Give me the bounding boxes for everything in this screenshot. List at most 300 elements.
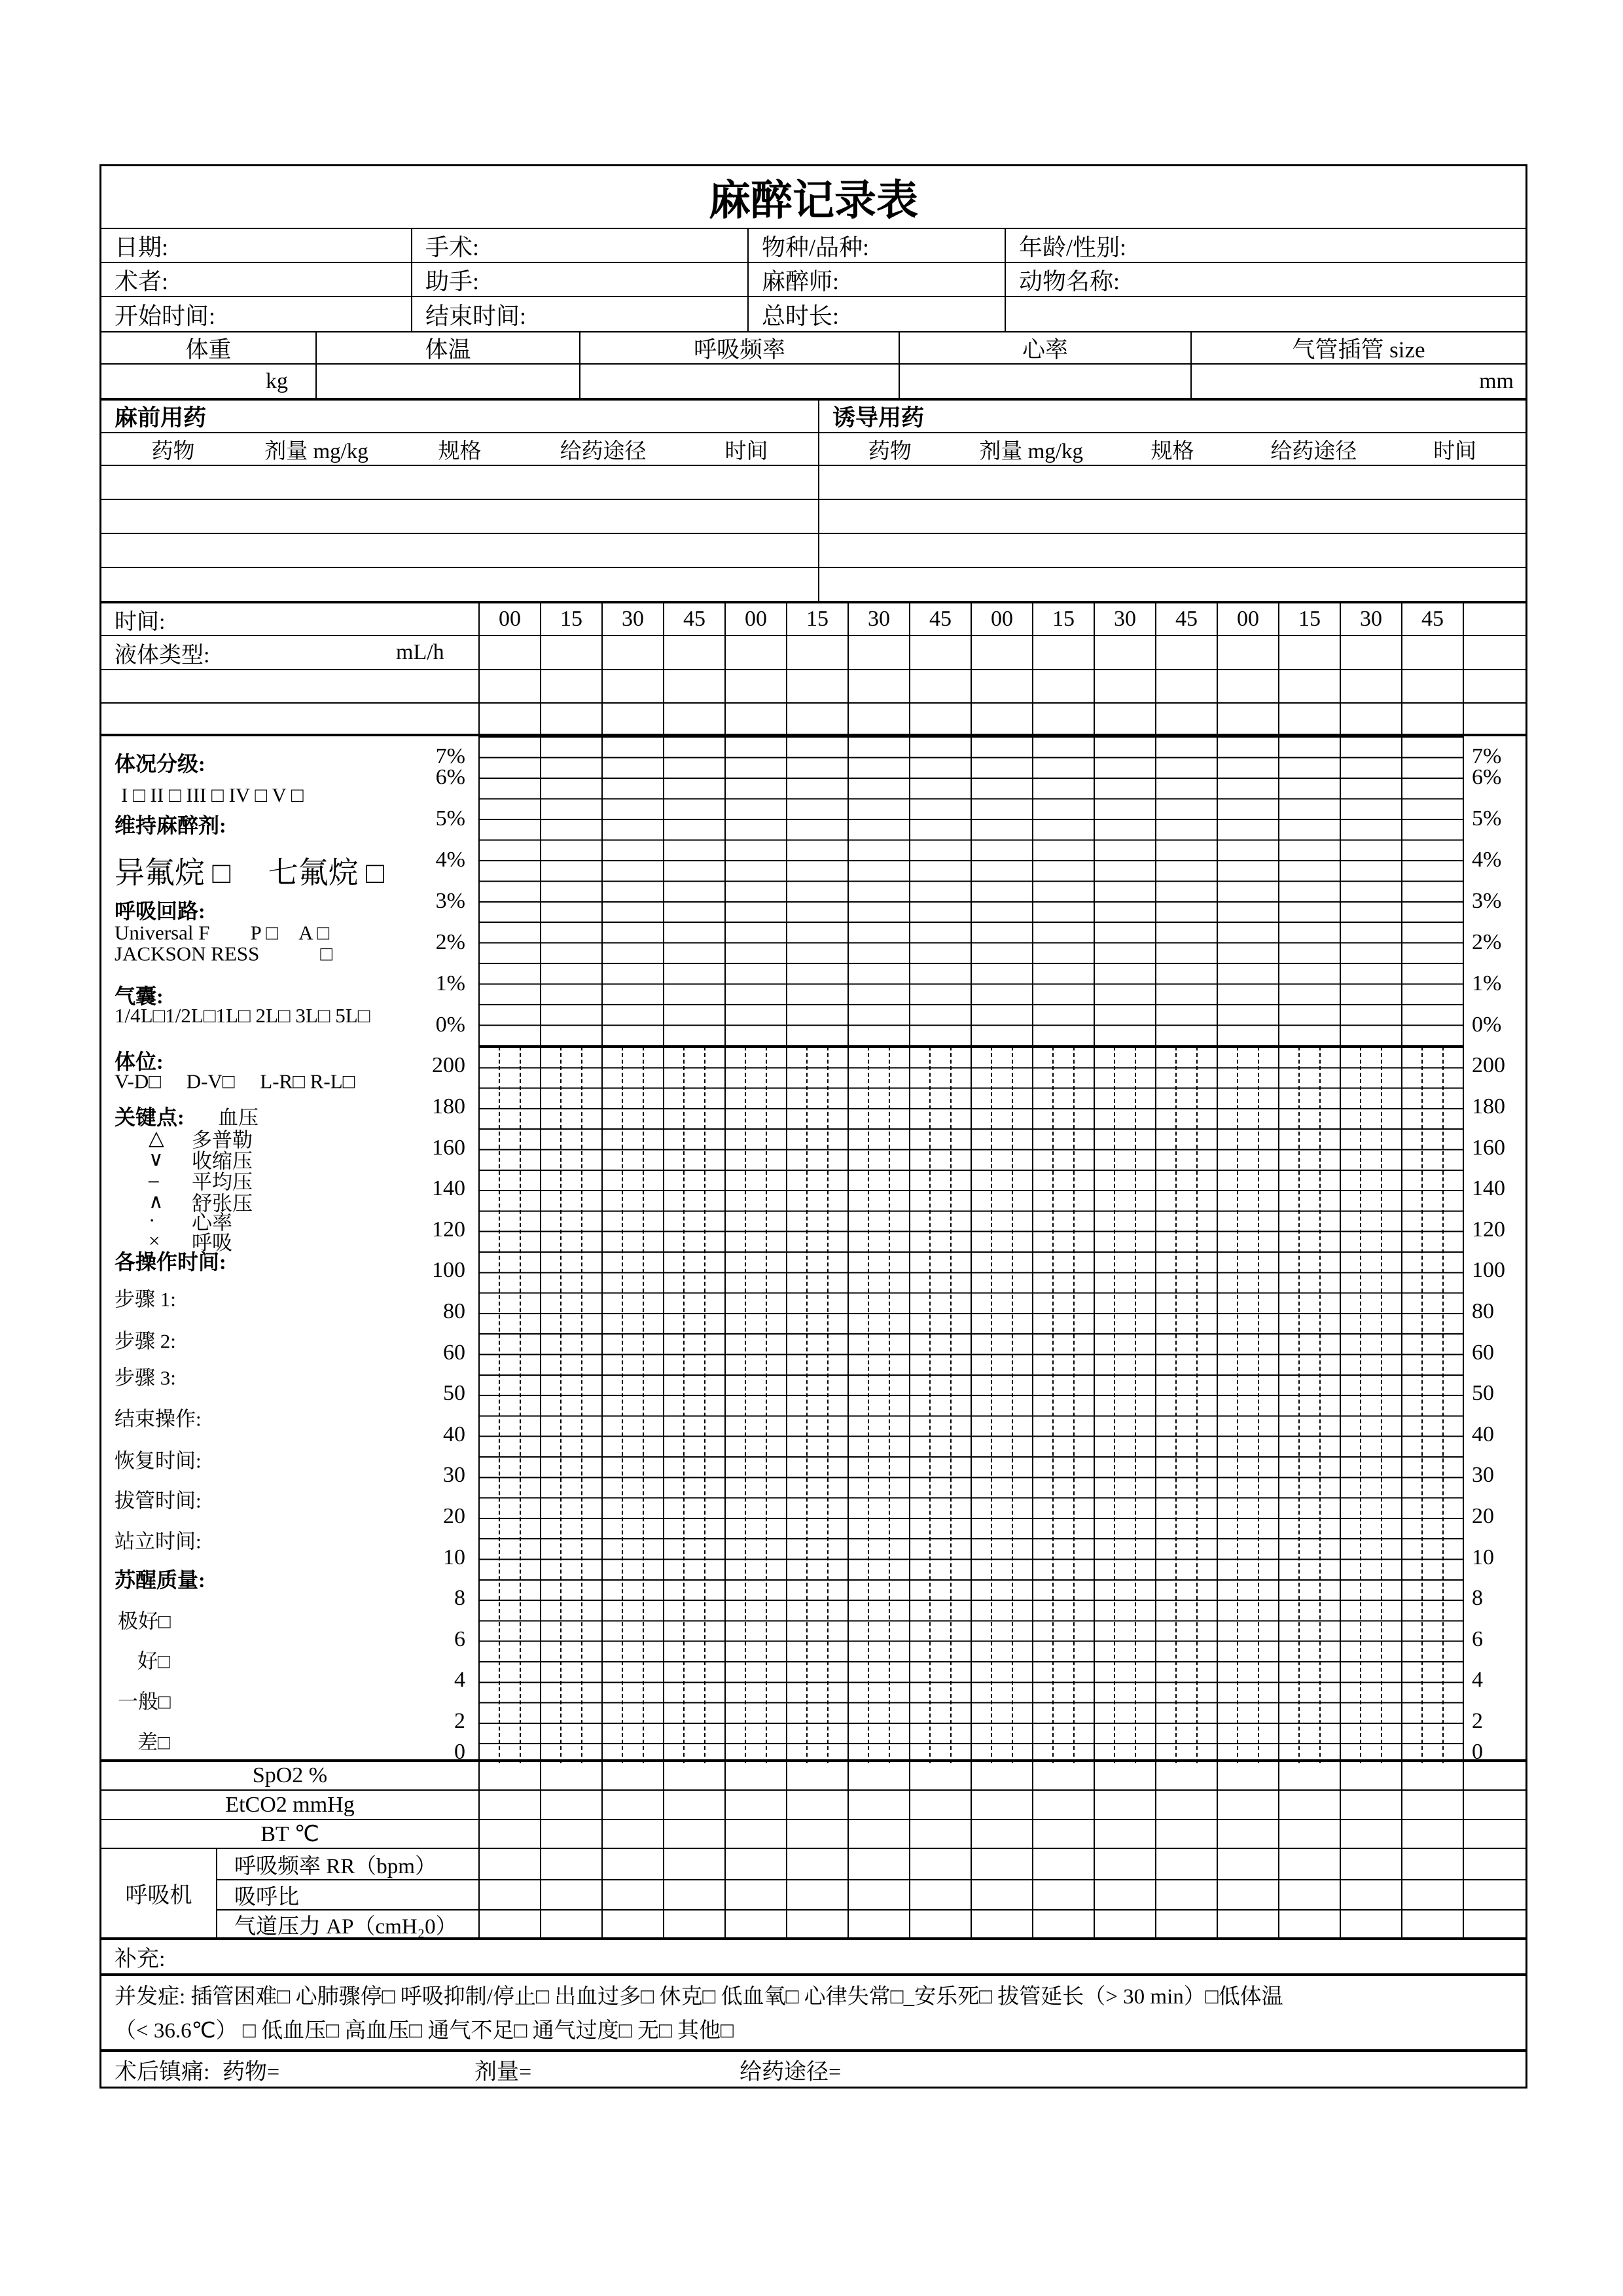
data-entry-cell[interactable] (601, 704, 663, 734)
legend-symbol: – (149, 1168, 159, 1191)
data-entry-cell[interactable] (1032, 1820, 1094, 1848)
data-entry-cell[interactable] (601, 1910, 663, 1939)
data-entry-cell[interactable] (1401, 1849, 1463, 1879)
med-entry-row (101, 567, 1525, 601)
med-col-header: 剂量 mg/kg (979, 439, 1083, 463)
data-entry-cell[interactable] (1094, 1791, 1155, 1819)
data-entry-cell[interactable] (1155, 1820, 1217, 1848)
grid-dashed-line (1135, 1047, 1136, 1763)
grid-entry-cells (478, 704, 1525, 734)
data-entry-cell[interactable] (1032, 670, 1094, 702)
data-entry-cell[interactable] (1094, 670, 1155, 702)
data-entry-cell[interactable] (1463, 670, 1525, 702)
data-entry-cell[interactable] (1032, 1849, 1094, 1879)
data-entry-cell[interactable] (724, 1820, 786, 1848)
temperature-value-cell[interactable] (315, 365, 579, 398)
data-entry-cell[interactable] (1401, 636, 1463, 669)
data-entry-cell[interactable] (971, 1762, 1032, 1789)
data-entry-cell[interactable] (478, 704, 540, 734)
premed-entry-cell[interactable] (101, 568, 818, 601)
data-entry-cell[interactable] (786, 1880, 847, 1909)
fluid-row (101, 635, 1525, 669)
date-field[interactable]: 日期: (115, 234, 169, 260)
data-entry-cell[interactable] (909, 1791, 971, 1819)
data-entry-cell[interactable] (971, 1910, 1032, 1939)
spo2-cells (478, 1762, 1525, 1789)
header-row-2 (101, 262, 1525, 296)
data-entry-cell[interactable] (663, 1849, 724, 1879)
data-entry-cell[interactable] (1155, 1849, 1217, 1879)
grid-dashed-line (1258, 1047, 1259, 1763)
step2-label: 步骤 2: (115, 1329, 176, 1353)
axis-label-right: 7% (1472, 744, 1502, 769)
grid-dashed-line (683, 1047, 685, 1763)
legend-label: 心率 (192, 1211, 232, 1234)
data-entry-cell[interactable] (1463, 1762, 1525, 1789)
data-entry-cell[interactable] (847, 1910, 909, 1939)
data-entry-cell[interactable] (601, 1820, 663, 1848)
axis-label-left: 100 (432, 1258, 465, 1283)
data-entry-cell[interactable] (1401, 1791, 1463, 1819)
grid-dashed-line (827, 1047, 829, 1763)
data-entry-cell[interactable] (786, 1762, 847, 1789)
data-entry-cell[interactable] (1155, 670, 1217, 702)
data-entry-cell[interactable] (1217, 670, 1278, 702)
data-entry-cell[interactable] (1340, 1880, 1401, 1909)
heart-rate-value-cell[interactable] (899, 365, 1190, 398)
data-entry-cell[interactable] (1340, 1820, 1401, 1848)
surgeon-field[interactable]: 术者: (115, 268, 169, 295)
axis-label-left: 10 (443, 1545, 465, 1570)
data-entry-cell[interactable] (540, 670, 601, 702)
time-tick: 00 (971, 603, 1032, 635)
data-entry-cell[interactable] (786, 670, 847, 702)
data-entry-cell[interactable] (1278, 1791, 1340, 1819)
grid-dashed-line (1421, 1047, 1423, 1763)
age-sex-field[interactable]: 年龄/性别: (1005, 229, 1525, 262)
bt-label: BT ℃ (260, 1822, 319, 1846)
data-entry-cell[interactable] (1340, 1910, 1401, 1939)
time-tick: 15 (1032, 603, 1094, 635)
data-entry-cell[interactable] (601, 670, 663, 702)
data-entry-cell[interactable] (1340, 1849, 1401, 1879)
anesthesia-form (99, 164, 1527, 2089)
grid-entry-row (101, 669, 1525, 702)
data-entry-cell[interactable] (724, 704, 786, 734)
complications-line1: 并发症: 插管困难□ 心肺骤停□ 呼吸抑制/停止□ 出血过多□ 休克□ 低血氧□ 心律失常□_安乐死□ 拔管延长（> 30 min）□低体温 (115, 1985, 1283, 2009)
ventilator-block (101, 1848, 1525, 1937)
data-entry-cell[interactable] (847, 704, 909, 734)
data-entry-cell[interactable] (909, 1910, 971, 1939)
data-entry-cell[interactable] (724, 670, 786, 702)
data-entry-cell[interactable] (601, 1762, 663, 1789)
data-entry-cell[interactable] (1278, 1762, 1340, 1789)
fluid-type-label: 液体类型: (115, 643, 210, 668)
data-entry-cell[interactable] (478, 1820, 540, 1848)
data-entry-cell[interactable] (909, 1820, 971, 1848)
et-tube-value-cell[interactable] (1190, 365, 1525, 398)
data-entry-cell[interactable] (1463, 1910, 1525, 1939)
data-entry-cell[interactable] (724, 1762, 786, 1789)
med-title-row (101, 398, 1525, 432)
vitals-value-row (101, 363, 1525, 398)
et-tube-header: 气管插管 size (1190, 332, 1525, 363)
data-entry-cell[interactable] (847, 1880, 909, 1909)
spo2-row (101, 1759, 1525, 1789)
legend-symbol: · (149, 1209, 156, 1232)
anesthetist-field[interactable]: 麻醉师: (747, 263, 1005, 296)
data-entry-cell[interactable] (1463, 1880, 1525, 1909)
data-entry-cell[interactable] (478, 670, 540, 702)
legend-symbol: × (149, 1229, 160, 1252)
induction-entry-cell[interactable] (818, 534, 1525, 567)
data-entry-cell[interactable] (1155, 1880, 1217, 1909)
step1-label: 步骤 1: (115, 1287, 176, 1311)
time-tick: 00 (1217, 603, 1278, 635)
position-label: 体位: (115, 1050, 164, 1073)
data-entry-cell[interactable] (1032, 1791, 1094, 1819)
time-tick: 30 (847, 603, 909, 635)
total-duration-field[interactable]: 总时长: (747, 297, 1005, 331)
data-entry-cell[interactable] (1278, 1820, 1340, 1848)
data-entry-cell[interactable] (1094, 1910, 1155, 1939)
data-entry-cell[interactable] (971, 670, 1032, 702)
data-entry-cell[interactable] (1278, 1910, 1340, 1939)
data-entry-cell[interactable] (601, 1791, 663, 1819)
data-entry-cell[interactable] (1217, 1762, 1278, 1789)
data-entry-cell[interactable] (724, 1791, 786, 1819)
data-entry-cell[interactable] (478, 1849, 540, 1879)
weight-value-cell[interactable] (101, 365, 315, 398)
quality-poor[interactable]: 差□ (137, 1731, 170, 1754)
induction-entry-cell[interactable] (818, 466, 1525, 499)
data-entry-cell[interactable] (1094, 704, 1155, 734)
data-entry-cell[interactable] (724, 1849, 786, 1879)
data-entry-cell[interactable] (786, 636, 847, 669)
med-columns-row (101, 432, 1525, 465)
med-col-header: 药物 (868, 439, 912, 463)
data-entry-cell[interactable] (1094, 1820, 1155, 1848)
data-entry-cell[interactable] (1278, 1849, 1340, 1879)
data-entry-cell[interactable] (847, 1849, 909, 1879)
data-entry-cell[interactable] (540, 1791, 601, 1819)
data-entry-cell[interactable] (1278, 1880, 1340, 1909)
data-entry-cell[interactable] (1155, 636, 1217, 669)
data-entry-cell[interactable] (1217, 1820, 1278, 1848)
data-entry-cell[interactable] (1217, 1849, 1278, 1879)
data-entry-cell[interactable] (1032, 1762, 1094, 1789)
ventilator-ap-row (216, 1909, 1525, 1939)
axis-label-left: 3% (435, 888, 465, 913)
assistant-field[interactable]: 助手: (411, 263, 747, 296)
data-entry-cell[interactable] (971, 1849, 1032, 1879)
axis-label-right: 160 (1472, 1135, 1505, 1160)
data-entry-cell[interactable] (909, 1880, 971, 1909)
data-entry-cell[interactable] (540, 1762, 601, 1789)
form-title (101, 166, 1525, 228)
data-entry-cell[interactable] (478, 1880, 540, 1909)
axis-label-right: 80 (1472, 1299, 1494, 1323)
med-col-header: 剂量 mg/kg (264, 439, 368, 463)
data-entry-cell[interactable] (971, 1820, 1032, 1848)
grid-dashed-line (499, 1047, 500, 1763)
data-entry-cell[interactable] (847, 1791, 909, 1819)
start-time-field[interactable]: 开始时间: (115, 302, 216, 329)
data-entry-cell[interactable] (724, 1910, 786, 1939)
data-entry-cell[interactable] (1340, 1791, 1401, 1819)
data-entry-cell[interactable] (1463, 636, 1525, 669)
premed-entry-cell[interactable] (101, 534, 818, 567)
data-entry-cell[interactable] (1032, 1880, 1094, 1909)
grid-dashed-line (1319, 1047, 1321, 1763)
data-entry-cell[interactable] (1032, 1910, 1094, 1939)
time-tick: 00 (478, 603, 540, 635)
time-tick: 15 (540, 603, 601, 635)
grid-dashed-line (1012, 1047, 1013, 1763)
position-options[interactable]: V-D□ D-V□ L-R□ R-L□ (115, 1069, 355, 1093)
data-entry-cell[interactable] (1340, 670, 1401, 702)
data-entry-cell[interactable] (1217, 1880, 1278, 1909)
data-entry-cell[interactable] (1155, 704, 1217, 734)
data-entry-cell[interactable] (540, 704, 601, 734)
data-entry-cell[interactable] (1463, 1820, 1525, 1848)
data-entry-cell[interactable] (478, 636, 540, 669)
axis-label-right: 6 (1472, 1626, 1483, 1651)
respiratory-rate-value-cell[interactable] (579, 365, 899, 398)
axis-label-left: 80 (443, 1299, 465, 1323)
data-entry-cell[interactable] (478, 1791, 540, 1819)
species-field[interactable]: 物种/品种: (747, 229, 1005, 262)
data-entry-cell[interactable] (663, 1762, 724, 1789)
data-entry-cell[interactable] (724, 1880, 786, 1909)
spo2-label: SpO2 % (252, 1763, 328, 1787)
legend-symbol: △ (149, 1126, 164, 1149)
med-entry-row (101, 465, 1525, 499)
axis-label-right: 140 (1472, 1176, 1505, 1201)
data-entry-cell[interactable] (909, 1762, 971, 1789)
respiratory-rate-header: 呼吸频率 (579, 332, 899, 363)
axis-label-right: 5% (1472, 806, 1502, 831)
data-entry-cell[interactable] (1401, 1762, 1463, 1789)
axis-label-left: 5% (435, 806, 465, 831)
data-entry-cell[interactable] (1032, 704, 1094, 734)
premed-entry-cell[interactable] (101, 466, 818, 499)
induction-columns (818, 433, 1525, 465)
axis-label-right: 2% (1472, 929, 1502, 954)
data-entry-cell[interactable] (1463, 704, 1525, 734)
data-entry-cell[interactable] (601, 636, 663, 669)
heart-rate-header: 心率 (899, 332, 1190, 363)
induction-entry-cell[interactable] (818, 500, 1525, 533)
data-entry-cell[interactable] (909, 1849, 971, 1879)
standing-time-label: 站立时间: (115, 1530, 202, 1553)
data-entry-cell[interactable] (1094, 1880, 1155, 1909)
grid-dashed-line (766, 1047, 767, 1763)
etco2-cells (478, 1791, 1525, 1819)
data-entry-cell[interactable] (1463, 1849, 1525, 1879)
data-entry-cell[interactable] (540, 1880, 601, 1909)
axis-label-right: 4 (1472, 1668, 1483, 1693)
data-entry-cell[interactable] (786, 1910, 847, 1939)
data-entry-cell[interactable] (663, 704, 724, 734)
data-entry-cell[interactable] (663, 670, 724, 702)
anesthetic-options[interactable]: 异氟烷 □ 七氟烷 □ (115, 856, 385, 889)
axis-label-left: 180 (432, 1094, 465, 1119)
time-tick: 45 (1155, 603, 1217, 635)
data-entry-cell[interactable] (971, 704, 1032, 734)
med-col-header: 给药途径 (1270, 439, 1357, 463)
grid-dashed-line (520, 1047, 521, 1763)
data-entry-cell[interactable] (1278, 670, 1340, 702)
grid-dashed-line (806, 1047, 808, 1763)
data-entry-cell[interactable] (1217, 1910, 1278, 1939)
quality-good[interactable]: 好□ (137, 1649, 170, 1673)
grid-dashed-line (929, 1047, 931, 1763)
data-entry-cell[interactable] (1155, 1791, 1217, 1819)
data-entry-cell[interactable] (847, 636, 909, 669)
data-entry-cell[interactable] (540, 636, 601, 669)
postop-dose-field[interactable]: 剂量= (474, 2060, 532, 2084)
data-entry-cell[interactable] (1401, 1880, 1463, 1909)
data-entry-cell[interactable] (1032, 636, 1094, 669)
data-entry-cell[interactable] (478, 1910, 540, 1939)
end-time-field[interactable]: 结束时间: (411, 297, 747, 331)
data-entry-cell[interactable] (601, 1880, 663, 1909)
data-entry-cell[interactable] (847, 670, 909, 702)
grid-entry-label-cell[interactable] (101, 704, 478, 734)
data-entry-cell[interactable] (786, 1849, 847, 1879)
data-entry-cell[interactable] (1094, 636, 1155, 669)
data-entry-cell[interactable] (478, 1762, 540, 1789)
grid-entry-row (101, 702, 1525, 734)
data-entry-cell[interactable] (786, 704, 847, 734)
fluid-label-cell[interactable] (101, 636, 478, 669)
quality-fair[interactable]: 一般□ (118, 1690, 171, 1713)
data-entry-cell[interactable] (1401, 670, 1463, 702)
supplement-label: 补充: (115, 1947, 166, 1971)
data-entry-cell[interactable] (663, 636, 724, 669)
data-entry-cell[interactable] (909, 670, 971, 702)
grid-dashed-line (950, 1047, 952, 1763)
data-entry-cell[interactable] (540, 1910, 601, 1939)
grid-dashed-line (991, 1047, 992, 1763)
data-entry-cell[interactable] (1278, 636, 1340, 669)
time-tick-empty[interactable] (1463, 603, 1525, 635)
grid-entry-label-cell[interactable] (101, 670, 478, 702)
quality-excellent[interactable]: 极好□ (118, 1609, 171, 1633)
keypoints-label: 关键点: (115, 1105, 185, 1129)
data-entry-cell[interactable] (847, 1762, 909, 1789)
premed-entry-cell[interactable] (101, 500, 818, 533)
induction-entry-cell[interactable] (818, 568, 1525, 601)
postop-analgesia-row[interactable] (101, 2049, 1525, 2087)
surgery-field[interactable]: 手术: (411, 229, 747, 262)
data-entry-cell[interactable] (601, 1849, 663, 1879)
data-entry-cell[interactable] (1094, 1762, 1155, 1789)
axis-label-left: 50 (443, 1381, 465, 1406)
data-entry-cell[interactable] (1155, 1910, 1217, 1939)
data-entry-cell[interactable] (724, 636, 786, 669)
circuit-universal[interactable]: Universal F P □ A □ (115, 921, 330, 944)
complications-row[interactable] (101, 1973, 1525, 2049)
axis-label-left: 30 (443, 1463, 465, 1488)
data-entry-cell[interactable] (847, 1820, 909, 1848)
axis-label-right: 120 (1472, 1217, 1505, 1242)
data-entry-cell[interactable] (786, 1791, 847, 1819)
data-entry-cell[interactable] (1340, 636, 1401, 669)
data-entry-cell[interactable] (909, 636, 971, 669)
data-entry-cell[interactable] (1094, 1849, 1155, 1879)
ventilator-ie-row (216, 1879, 1525, 1909)
kg-unit: kg (266, 368, 288, 393)
animal-name-field[interactable]: 动物名称: (1005, 263, 1525, 296)
legend-symbol: ∨ (149, 1147, 164, 1170)
axis-label-right: 1% (1472, 971, 1502, 996)
data-entry-cell[interactable] (1401, 1820, 1463, 1848)
ventilator-ap-cells (478, 1910, 1525, 1939)
data-entry-cell[interactable] (1340, 704, 1401, 734)
data-entry-cell[interactable] (1217, 1791, 1278, 1819)
time-tick: 15 (1278, 603, 1340, 635)
op-times-label: 各操作时间: (115, 1250, 226, 1274)
axis-label-left: 8 (454, 1586, 465, 1611)
anesthesia-chart (101, 734, 1525, 1764)
header-row3-empty-cell[interactable] (1005, 297, 1525, 331)
data-entry-cell[interactable] (786, 1820, 847, 1848)
data-entry-cell[interactable] (1340, 1762, 1401, 1789)
data-entry-cell[interactable] (663, 1880, 724, 1909)
data-entry-cell[interactable] (1401, 704, 1463, 734)
data-entry-cell[interactable] (663, 1791, 724, 1819)
axis-label-left: 2 (454, 1708, 465, 1733)
data-entry-cell[interactable] (1217, 636, 1278, 669)
data-entry-cell[interactable] (663, 1820, 724, 1848)
header-row-3 (101, 296, 1525, 331)
data-entry-cell[interactable] (540, 1820, 601, 1848)
circuit-jackson[interactable]: JACKSON RESS □ (115, 942, 333, 965)
vaporizer-percent-grid[interactable] (478, 736, 1463, 1045)
axis-label-right: 180 (1472, 1094, 1505, 1119)
postop-route-field[interactable]: 给药途径= (740, 2060, 842, 2084)
legend-label: 呼吸 (192, 1231, 232, 1255)
data-entry-cell[interactable] (1217, 704, 1278, 734)
airbag-options[interactable]: 1/4L□1/2L□1L□ 2L□ 3L□ 5L□ (115, 1004, 370, 1027)
body-condition-options[interactable]: I □ II □ III □ IV □ V □ (121, 783, 304, 806)
data-entry-cell[interactable] (540, 1849, 601, 1879)
data-entry-cell[interactable] (1278, 704, 1340, 734)
data-entry-cell[interactable] (971, 1880, 1032, 1909)
header-row-1 (101, 228, 1525, 262)
axis-label-left: 20 (443, 1503, 465, 1528)
time-tick: 45 (1401, 603, 1463, 635)
data-entry-cell[interactable] (1401, 1910, 1463, 1939)
med-col-header: 时间 (724, 439, 768, 463)
time-tick: 00 (724, 603, 786, 635)
etco2-row (101, 1789, 1525, 1819)
axis-label-right: 100 (1472, 1258, 1505, 1283)
data-entry-cell[interactable] (971, 1791, 1032, 1819)
postop-drug-field[interactable]: 药物= (223, 2060, 280, 2084)
data-entry-cell[interactable] (1155, 1762, 1217, 1789)
grid-dashed-line (745, 1047, 746, 1763)
data-entry-cell[interactable] (663, 1910, 724, 1939)
vitals-plot-grid[interactable] (478, 1045, 1463, 1763)
data-entry-cell[interactable] (1463, 1791, 1525, 1819)
supplement-row[interactable] (101, 1937, 1525, 1973)
data-entry-cell[interactable] (971, 636, 1032, 669)
induction-title: 诱导用药 (818, 401, 1525, 432)
data-entry-cell[interactable] (909, 704, 971, 734)
